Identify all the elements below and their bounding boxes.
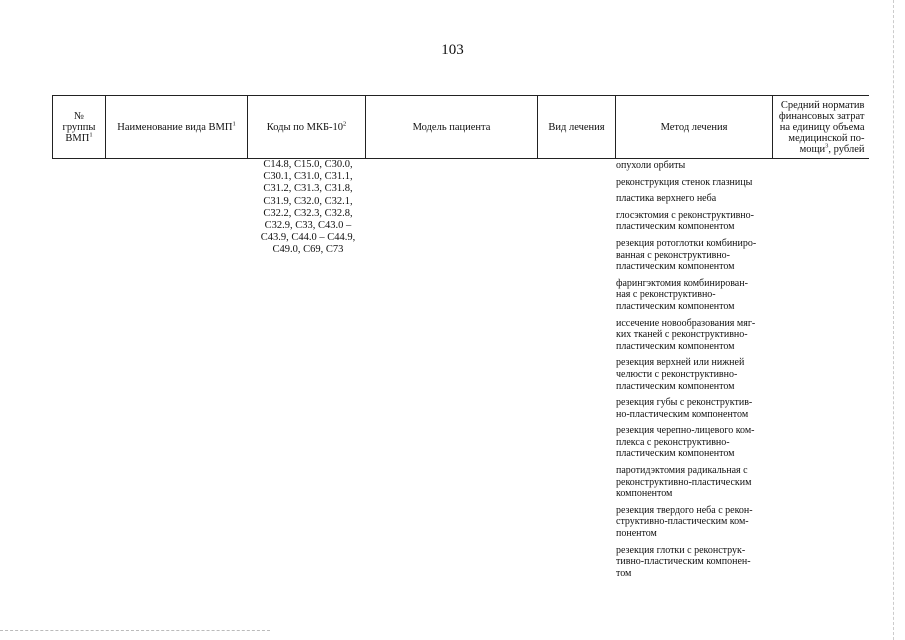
codes-line: C49.0, C69, C73 — [272, 244, 344, 256]
treatment-method-line: челюсти с реконструктивно- — [616, 368, 738, 380]
treatment-method-line: фарингэктомия комбинирован- — [616, 277, 748, 289]
treatment-method-line: пластическим компонентом — [616, 448, 735, 460]
treatment-method-item — [616, 210, 776, 233]
treatment-method-item — [616, 465, 776, 500]
treatment-method-line: ких тканей с реконструктивно- — [616, 329, 748, 341]
treatment-methods-list — [616, 160, 776, 584]
header-group-line-1: № — [73, 110, 85, 122]
codes-line: C43.9, C44.0 – C44.9, — [260, 232, 356, 244]
treatment-method-item — [616, 278, 776, 313]
treatment-method-line: но-пластическим компонентом — [616, 408, 749, 420]
header-cost-norm: Средний норматив финансовых затрат на единицу объема медицинской по- мощи$^3$, рублей — [773, 96, 869, 159]
treatment-method-line: ная с реконструктивно- — [616, 289, 716, 301]
treatment-method-line: опухоли орбиты — [616, 160, 686, 171]
treatment-method-item — [616, 357, 776, 392]
treatment-method-line: пластическим компонентом — [616, 340, 735, 352]
header-icd-codes: Коды по МКБ-$10^2$ — [248, 96, 366, 159]
treatment-method-line: паротидэктомия радикальная с — [616, 465, 748, 477]
treatment-method-line: резекция твердого неба с рекон- — [616, 504, 753, 516]
table-header — [52, 95, 869, 159]
scan-edge-line — [0, 630, 270, 631]
treatment-method-item — [616, 425, 776, 460]
codes-line: C30.1, C31.0, C31.1, — [263, 171, 353, 183]
treatment-method-item — [616, 193, 776, 205]
header-group-number — [53, 96, 106, 159]
page-number: 103 — [441, 42, 464, 58]
treatment-method-line: резекция черепно-лицевого ком- — [616, 425, 755, 437]
header-treatment-type: Вид лечения — [538, 96, 616, 159]
treatment-method-line: плекса с реконструктивно- — [616, 436, 730, 448]
codes-line: C31.9, C32.0, C32.1, — [263, 195, 353, 207]
treatment-method-item — [616, 545, 776, 580]
treatment-method-item — [616, 318, 776, 353]
treatment-method-line: тивно-пластическим компонен- — [616, 556, 751, 568]
treatment-method-item — [616, 397, 776, 420]
treatment-method-line: структивно-пластическим ком- — [616, 516, 749, 528]
treatment-method-line: глосэктомия с реконструктивно- — [616, 209, 754, 221]
treatment-method-line: ванная с реконструктивно- — [616, 249, 730, 261]
codes-line: C32.2, C32.3, C32.8, — [263, 207, 353, 219]
treatment-method-line: пластическим компонентом — [616, 300, 735, 312]
header-treatment-method: Метод лечения — [616, 96, 773, 159]
treatment-method-line: резекция верхней или нижней — [616, 357, 745, 369]
treatment-method-item — [616, 177, 776, 189]
treatment-method-line: резекция ротоглотки комбиниро- — [616, 237, 757, 249]
header-vmp-name: Наименование вида ВМП$^1$ — [106, 96, 248, 159]
treatment-method-item — [616, 160, 776, 172]
treatment-method-line: реконструкция стенок глазницы — [616, 176, 753, 188]
treatment-method-line: пластическим компонентом — [616, 380, 735, 392]
treatment-method-line: резекция губы с реконструктив- — [616, 397, 753, 409]
header-patient-model: Модель пациента — [366, 96, 538, 159]
codes-line: C32.9, C33, C43.0 – — [264, 220, 352, 232]
treatment-method-line: резекция глотки с реконструк- — [616, 544, 746, 556]
icd-codes-cell — [254, 159, 362, 257]
treatment-method-line: пластика верхнего неба — [616, 193, 717, 205]
treatment-method-line: компонентом — [616, 488, 673, 500]
header-group-line-2: группы — [62, 121, 96, 133]
treatment-method-line: реконструктивно-пластическим — [616, 476, 752, 488]
treatment-method-line: пластическим компонентом — [616, 221, 735, 233]
codes-line: C14.8, C15.0, C30.0, — [263, 159, 353, 170]
treatment-method-line: том — [616, 567, 632, 579]
treatment-method-line: иссечение новообразования мяг- — [616, 317, 756, 329]
treatment-method-item — [616, 505, 776, 540]
header-group-line-3: ВМП$^1$ — [65, 131, 93, 144]
treatment-method-line: понентом — [616, 528, 657, 540]
treatment-method-item — [616, 238, 776, 273]
treatment-method-line: пластическим компонентом — [616, 261, 735, 273]
codes-line: C31.2, C31.3, C31.8, — [263, 183, 353, 195]
scan-right-edge — [893, 0, 894, 640]
